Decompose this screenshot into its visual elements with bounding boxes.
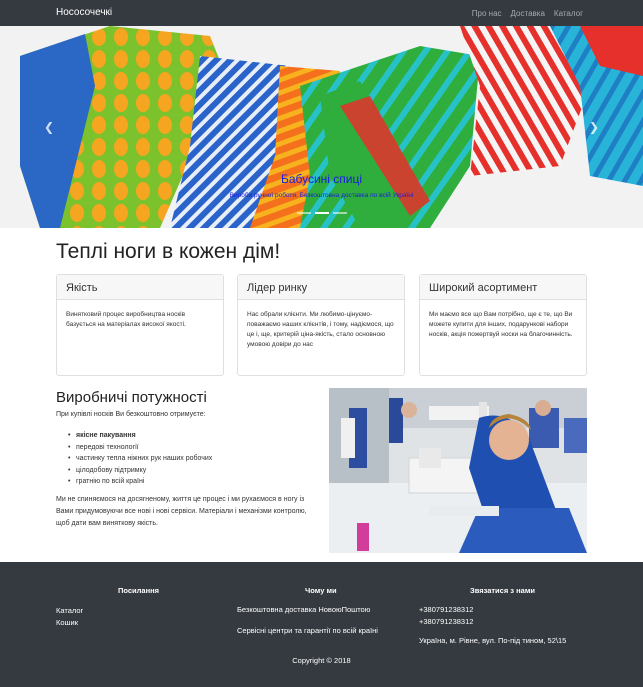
list-item: • гратнію по всій країні bbox=[68, 476, 212, 488]
production-title: Виробничі потужності bbox=[56, 389, 207, 406]
card-text: Нас обрали клієнти. Ми любимо-цінуємо-поважаємо наших клієнтів, і тому, надіємося, що це і, ще, критерій ціна-якість, стало основною умовою довіри до нас bbox=[247, 311, 394, 348]
card-text: Ми маємо все що Вам потрібно, ще є те, що Ви можете купити для інших, подарункові набори носків, акція пожертвуй носки на благочинність. bbox=[429, 311, 573, 338]
feature-card-leader bbox=[237, 274, 405, 376]
card-text: Виняткoвий процес виробництва носків базується на матеріалах високої якості. bbox=[66, 311, 186, 328]
carousel-caption bbox=[0, 172, 643, 199]
footer-link-cart[interactable]: Кошик bbox=[56, 618, 79, 627]
nav-link-catalog[interactable]: Каталог bbox=[553, 9, 583, 18]
footer-why-service: Сервісні центри та гарантії по всій країні bbox=[237, 626, 378, 635]
carousel-prev-icon[interactable]: ❮ bbox=[44, 120, 55, 134]
production-intro: При купівлі носків Ви безкоштовно отримуєте: bbox=[56, 411, 206, 418]
copyright: Copyright © 2018 bbox=[292, 656, 351, 665]
carousel-title: Бабусині спиці bbox=[280, 172, 363, 186]
footer-phone-1: +380791238312 bbox=[419, 605, 474, 614]
feature-card-assortment bbox=[419, 274, 587, 376]
carousel-subtitle: Вироби ручної роботи. Безкоштовна доставка по всій Україні bbox=[229, 192, 414, 199]
carousel-next-icon[interactable]: ❯ bbox=[588, 120, 599, 134]
list-item: • частинку тепла ніжних рук наших робочих bbox=[68, 453, 212, 465]
footer bbox=[0, 562, 643, 687]
nav-links bbox=[472, 9, 583, 18]
feature-card-quality bbox=[56, 274, 224, 376]
footer-links-heading: Посилання bbox=[118, 586, 160, 595]
carousel-indicators bbox=[297, 212, 347, 214]
footer-link-catalog[interactable]: Каталог bbox=[56, 606, 84, 615]
navbar bbox=[0, 0, 643, 26]
nav-link-delivery[interactable]: Доставка bbox=[510, 9, 545, 18]
card-title: Широкий асортимент bbox=[420, 275, 586, 300]
hero-carousel bbox=[0, 26, 643, 228]
list-item: • цілодобову підтримку bbox=[68, 465, 212, 477]
page-title: Теплі ноги в кожен дім! bbox=[56, 240, 281, 263]
carousel-indicator-1[interactable] bbox=[297, 212, 311, 214]
card-title: Лідер ринку bbox=[238, 275, 404, 300]
carousel-indicator-3[interactable] bbox=[333, 212, 347, 214]
footer-why-delivery: Безкоштовна доставка НовоюПоштою bbox=[237, 605, 371, 614]
brand-link[interactable]: Нососочечкі bbox=[56, 7, 113, 18]
production-outro: Ми не спиняємося на досягненому, життя це процес і ми рухаємося в ногу із Вами придумовуючи все нові і нові сервіси. Матеріали і механізми контролю, щоб дати вам виняткову якість. bbox=[56, 496, 307, 527]
benefits-list bbox=[68, 430, 212, 488]
footer-phone-2: +380791238312 bbox=[419, 617, 474, 626]
factory-image bbox=[329, 388, 587, 553]
footer-why-heading: Чому ми bbox=[305, 586, 337, 595]
footer-contact-heading: Звязатися з нами bbox=[470, 586, 535, 595]
list-item: • якісне пакування bbox=[68, 430, 212, 442]
list-item: • передові технології bbox=[68, 442, 212, 454]
nav-link-about[interactable]: Про нас bbox=[471, 9, 502, 18]
carousel-indicator-2[interactable] bbox=[315, 212, 329, 214]
card-title: Якість bbox=[57, 275, 223, 300]
footer-links bbox=[56, 605, 83, 629]
footer-address: Україна, м. Рівне, вул. По-під тином, 52\15 bbox=[419, 636, 567, 645]
